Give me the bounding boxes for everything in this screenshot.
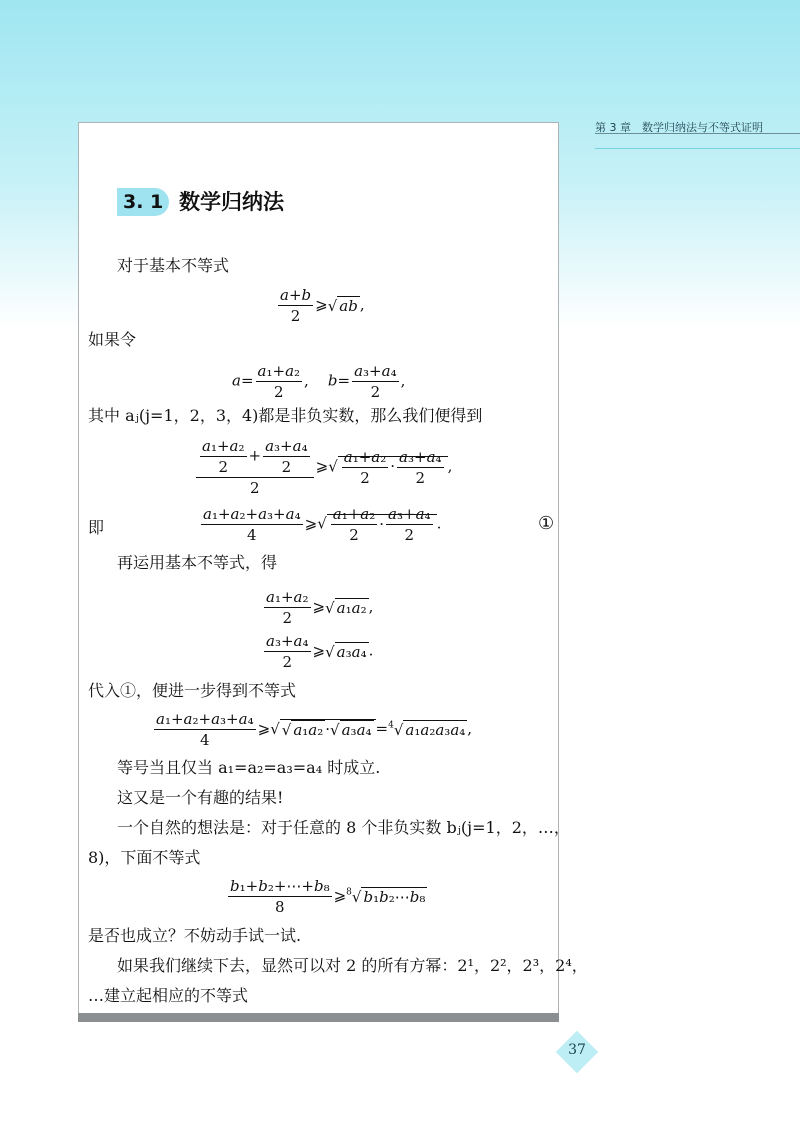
formula-a1a2: $\frac{\text{a₁+a₂}}{2}$ ⩾√ a₁a₂ , [266,588,374,627]
paragraph: 一个自然的想法是：对于任意的 8 个非负实数 bⱼ(j=1，2，…， [117,818,570,837]
formula-fourth-root: $\frac{\text{a₁+a₂+a₃+a₄}}{4}$ ⩾√ √ a₁a₂ ·√ a₃a₄ =$^4$√ a₁a₂a₃a₄ , [156,710,473,749]
paragraph: 即 [88,518,105,537]
formula-substitution: a= $\frac{\text{a₁+a₂}}{2}$ , b= $\frac{\text{a₃+a₄}}{2}$ , [232,362,406,401]
paragraph: 这又是一个有趣的结果! [117,788,284,807]
section-number: 3. 1 [117,188,169,216]
paragraph: 如果令 [88,330,137,349]
paragraph: 其中 aⱼ(j=1，2，3，4)都是非负实数，那么我们便得到 [88,406,483,425]
formula-basic-inequality: $\frac{a+b}{2}$ ⩾√ ab , [280,286,365,325]
formula-compound-fraction: $\frac{\text{a₁+a₂}}{2}$ + $\frac{\text{a₃+a₄}}{2}$ 2 ⩾√ $\frac{\text{a₁+a₂}}{2}$ · $\frac{\text{a₃+a₄}}{2}$ , [194,437,452,497]
formula-eighth-root: $\frac{\text{b₁+b₂+⋯+b₈}}{8}$ ⩾$^8$√ b₁b₂⋯b₈ [230,877,426,916]
paragraph: 是否也成立？不妨动手试一试. [88,926,302,945]
panel-bottom-bar [78,1013,559,1022]
page-number: 37 [568,1042,586,1058]
paragraph: 如果我们继续下去，显然可以对 2 的所有方幂：2¹，2²，2³，2⁴， [117,956,588,975]
paragraph: …建立起相应的不等式 [88,986,249,1005]
paragraph: 对于基本不等式 [117,256,230,275]
paragraph: 代入①，便进一步得到不等式 [88,681,297,700]
formula-a3a4: $\frac{\text{a₃+a₄}}{2}$ ⩾√ a₃a₄ . [266,632,374,671]
paragraph: 再运用基本不等式，得 [117,553,278,572]
header-rule [595,133,800,152]
section-title: 数学归纳法 [179,190,284,214]
equation-label: ① [538,513,555,534]
paragraph: 8)，下面不等式 [88,848,201,867]
paragraph: 等号当且仅当 a₁=a₂=a₃=a₄ 时成立. [117,758,381,777]
chapter-header: 第 3 章 数学归纳法与不等式证明 [595,121,763,134]
formula-equation-1: $\frac{\text{a₁+a₂+a₃+a₄}}{4}$ ⩾√ $\frac{\text{a₁+a₂}}{2}$ · $\frac{\text{a₃+a₄}}{2}$ . [203,505,442,544]
